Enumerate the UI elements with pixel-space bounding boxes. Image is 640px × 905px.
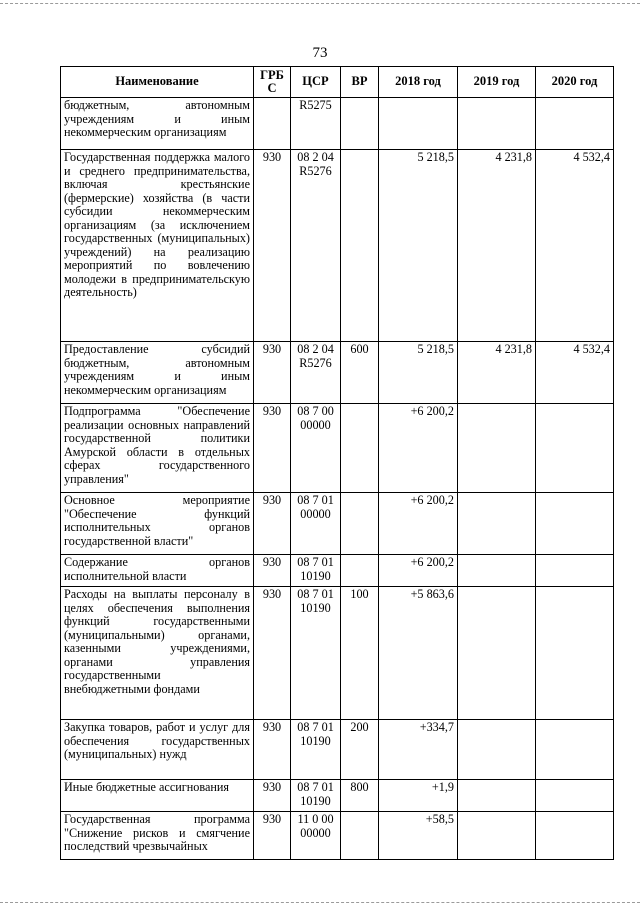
row-2019: [458, 587, 536, 720]
row-grbs: 930: [254, 555, 291, 587]
row-2020: [536, 555, 614, 587]
row-vr: [341, 404, 379, 493]
row-grbs: 930: [254, 342, 291, 404]
row-2019: [458, 812, 536, 860]
row-csr: 08 7 01 10190: [291, 780, 341, 812]
row-csr: 08 2 04 R5276: [291, 150, 341, 342]
row-2020: [536, 587, 614, 720]
row-grbs: 930: [254, 404, 291, 493]
table-header-row: [61, 67, 614, 98]
row-vr: [341, 98, 379, 150]
row-2018: +1,9: [379, 780, 458, 812]
row-2020: 4 532,4: [536, 150, 614, 342]
row-name: Подпрограмма "Обеспечение реализации основных направлений государственной политики Амурской области в отдельных сферах государственного управления": [61, 404, 254, 493]
row-vr: [341, 150, 379, 342]
row-csr: 08 2 04 R5276: [291, 342, 341, 404]
row-2018: +6 200,2: [379, 555, 458, 587]
row-2018: [379, 98, 458, 150]
table-row: [61, 587, 614, 720]
row-vr: 200: [341, 720, 379, 780]
row-2019: [458, 555, 536, 587]
row-grbs: 930: [254, 720, 291, 780]
header-name: Наименование: [61, 67, 254, 98]
row-2019: 4 231,8: [458, 342, 536, 404]
row-2020: [536, 720, 614, 780]
row-2020: 4 532,4: [536, 342, 614, 404]
row-csr: 08 7 01 10190: [291, 555, 341, 587]
header-csr: ЦСР: [291, 67, 341, 98]
page-number: 73: [312, 45, 328, 61]
row-name: Содержание органов исполнительной власти: [61, 555, 254, 587]
budget-table: [60, 66, 614, 860]
row-2020: [536, 98, 614, 150]
table-row: [61, 150, 614, 342]
header-grbs: ГРБ С: [254, 67, 291, 98]
row-vr: [341, 812, 379, 860]
row-csr: 08 7 01 10190: [291, 720, 341, 780]
row-2018: 5 218,5: [379, 342, 458, 404]
header-2018: 2018 год: [379, 67, 458, 98]
row-vr: [341, 555, 379, 587]
row-2019: 4 231,8: [458, 150, 536, 342]
row-grbs: 930: [254, 812, 291, 860]
row-name: Государственная поддержка малого и среднего предпринимательства, включая крестьянские (фермерские) хозяйства (в части субсидии некоммерческим организациям (за исключением государственных (муниципальных) учреждений) на реализацию мероприятий по вовлечению молодежи в предпринимательскую деятельность): [61, 150, 254, 342]
row-csr: 08 7 01 00000: [291, 493, 341, 555]
table-row: [61, 812, 614, 860]
row-2019: [458, 720, 536, 780]
header-vr: ВР: [341, 67, 379, 98]
row-name: Закупка товаров, работ и услуг для обеспечения государственных (муниципальных) нужд: [61, 720, 254, 780]
table-row: [61, 493, 614, 555]
row-2020: [536, 493, 614, 555]
row-name: Расходы на выплаты персоналу в целях обеспечения выполнения функций государственными (муниципальными) органами, казенными учреждениями, органами управления государственными внебюджетными фондами: [61, 587, 254, 720]
scan-edge-bottom: [0, 902, 640, 903]
row-2019: [458, 404, 536, 493]
row-vr: 600: [341, 342, 379, 404]
row-csr: 08 7 00 00000: [291, 404, 341, 493]
table-row: [61, 780, 614, 812]
table-row: [61, 404, 614, 493]
table-row: [61, 720, 614, 780]
row-vr: 800: [341, 780, 379, 812]
row-grbs: 930: [254, 150, 291, 342]
row-2020: [536, 812, 614, 860]
row-grbs: [254, 98, 291, 150]
row-2018: +6 200,2: [379, 404, 458, 493]
row-name: Государственная программа "Снижение рисков и смягчение последствий чрезвычайных: [61, 812, 254, 860]
row-2018: 5 218,5: [379, 150, 458, 342]
row-grbs: 930: [254, 493, 291, 555]
row-name: Иные бюджетные ассигнования: [61, 780, 254, 812]
row-2018: +5 863,6: [379, 587, 458, 720]
row-vr: 100: [341, 587, 379, 720]
row-csr: R5275: [291, 98, 341, 150]
row-csr: 11 0 00 00000: [291, 812, 341, 860]
row-vr: [341, 493, 379, 555]
table-row: [61, 555, 614, 587]
row-2019: [458, 493, 536, 555]
row-2020: [536, 780, 614, 812]
row-grbs: 930: [254, 780, 291, 812]
row-csr: 08 7 01 10190: [291, 587, 341, 720]
row-2018: +334,7: [379, 720, 458, 780]
row-2018: +58,5: [379, 812, 458, 860]
row-name: Предоставление субсидий бюджетным, автономным учреждениям и иным некоммерческим организациям: [61, 342, 254, 404]
row-2019: [458, 98, 536, 150]
header-2020: 2020 год: [536, 67, 614, 98]
row-2019: [458, 780, 536, 812]
table-row: [61, 98, 614, 150]
row-2018: +6 200,2: [379, 493, 458, 555]
scan-edge-top: [0, 3, 640, 4]
header-2019: 2019 год: [458, 67, 536, 98]
table-row: [61, 342, 614, 404]
row-name: Основное мероприятие "Обеспечение функций исполнительных органов государственной власти": [61, 493, 254, 555]
row-2020: [536, 404, 614, 493]
row-name: бюджетным, автономным учреждениям и иным некоммерческим организациям: [61, 98, 254, 150]
row-grbs: 930: [254, 587, 291, 720]
